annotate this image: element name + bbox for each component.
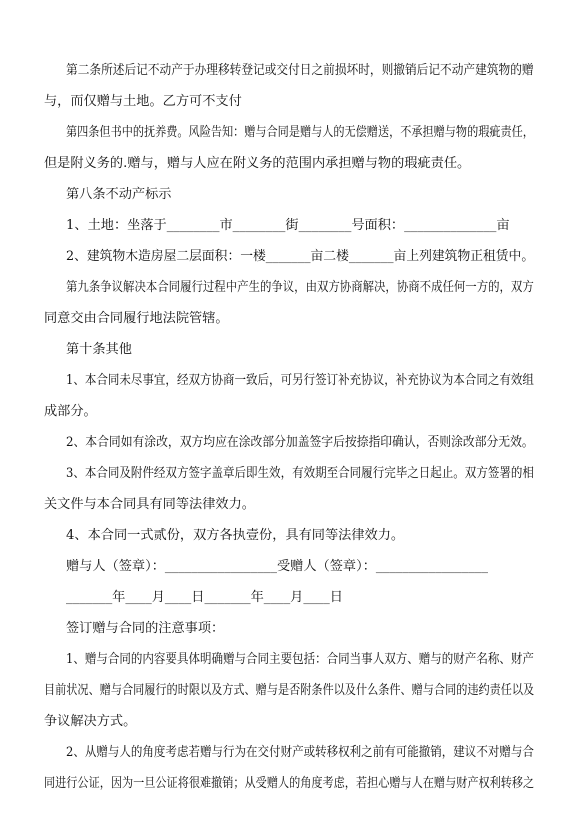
paragraph-line: 2、从赠与人的角度考虑若赠与行为在交付财产或转移权利之前有可能撤销，建议不对赠与合 bbox=[66, 745, 534, 760]
signature-line: 赠与人（签章）：_________________受赠人（签章）：_________________ bbox=[66, 559, 488, 574]
paragraph-line: 4、本合同一式贰份，双方各执壹份，具有同等法律效力。 bbox=[66, 528, 405, 543]
paragraph-line: 3、本合同及附件经双方签字盖章后即生效，有效期至合同履行完毕之日起止。双方签署的相 bbox=[66, 466, 534, 481]
paragraph-line: 1、赠与合同的内容要具体明确赠与合同主要包括：合同当事人双方、赠与的财产名称、财产 bbox=[66, 652, 534, 667]
section-heading: 第十条其他 bbox=[66, 342, 132, 357]
paragraph-line: 关文件与本合同具有同等法律效力。 bbox=[44, 497, 255, 512]
paragraph-line: 1、本合同未尽事宜，经双方协商一致后，可另行签订补充协议，补充协议为本合同之有效组 bbox=[66, 373, 534, 388]
paragraph-line: 2、建筑物木造房屋二层面积：一楼_______亩二楼_______亩上列建筑物正租赁中。 bbox=[66, 249, 535, 264]
paragraph-line: 2、本合同如有涂改，双方均应在涂改部分加盖签字后按捺指印确认，否则涂改部分无效。 bbox=[66, 435, 534, 450]
paragraph-line: 但是附义务的.赠与，赠与人应在附义务的范围内承担赠与物的瑕疵责任。 bbox=[44, 156, 471, 171]
paragraph-line: 目前状况、赠与合同履行的时限以及方式、赠与是否附条件以及什么条件、赠与合同的违约责任以及 bbox=[44, 683, 535, 698]
paragraph-line: 同意交由合同履行地法院管辖。 bbox=[44, 311, 229, 326]
paragraph-line: 第四条但书中的抚养费。风险告知：赠与合同是赠与人的无偿赠送，不承担赠与物的瑕疵责任， bbox=[66, 125, 534, 140]
paragraph-line: 第九条争议解决本合同履行过程中产生的争议，由双方协商解决，协商不成任何一方的，双方 bbox=[66, 280, 534, 295]
paragraph-line: 同进行公证，因为一旦公证将很难撤销；从受赠人的角度考虑，若担心赠与人在赠与财产权利转移之 bbox=[44, 776, 535, 791]
paragraph-line: 争议解决方式。 bbox=[44, 714, 137, 729]
date-line: _______年____月____日_______年____月____日 bbox=[66, 590, 343, 605]
paragraph-line: 1、土地：坐落于________市________街________号面积：______________亩 bbox=[66, 218, 510, 233]
section-heading: 签订赠与合同的注意事项： bbox=[66, 621, 225, 636]
section-heading: 第八条不动产标示 bbox=[66, 187, 172, 202]
paragraph-line: 与，而仅赠与土地。乙方可不支付 bbox=[44, 94, 242, 109]
paragraph-line: 成部分。 bbox=[44, 404, 97, 419]
paragraph-line: 第二条所述后记不动产于办理移转登记或交付日之前损坏时，则撤销后记不动产建筑物的赠 bbox=[66, 63, 534, 78]
